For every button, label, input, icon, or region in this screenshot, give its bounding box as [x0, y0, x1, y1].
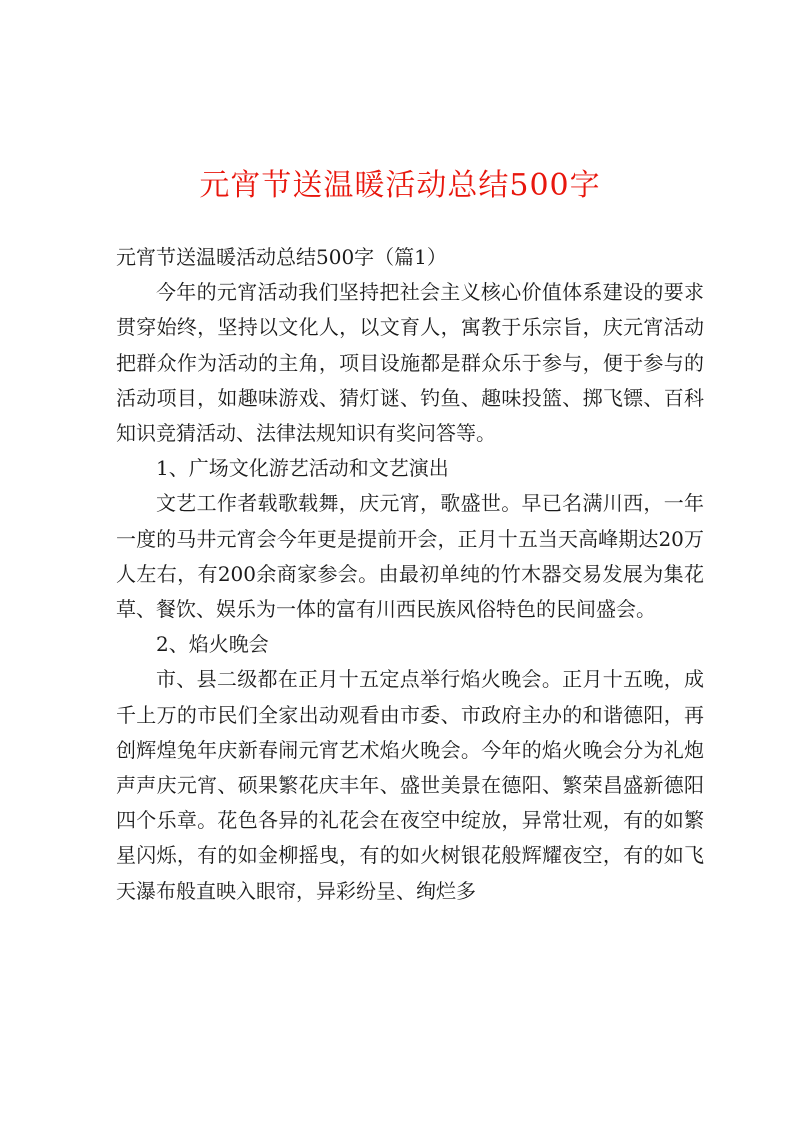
- subsection-heading: 1、广场文化游艺活动和文艺演出: [156, 456, 449, 481]
- section-heading: 元宵节送温暖活动总结500字（篇1）: [116, 245, 447, 269]
- subsection-heading: 2、焰火晚会: [156, 632, 269, 657]
- body-paragraph: 文艺工作者载歌载舞，庆元宵，歌盛世。早已名满川西，一年一度的马井元宵会今年更是提前开会，正月十五当天高峰期达20万人左右，有200余商家参会。由最初单纯的竹木器交易发展为集花草、餐饮、娱乐为一体的富有川西民族风俗特色的民间盛会。: [116, 491, 704, 622]
- body-paragraph: 今年的元宵活动我们坚持把社会主义核心价值体系建设的要求贯穿始终，坚持以文化人，以文育人，寓教于乐宗旨，庆元宵活动把群众作为活动的主角，项目设施都是群众乐于参与，便于参与的活动项目，如趣味游戏、猜灯谜、钓鱼、趣味投篮、掷飞镖、百科知识竞猜活动、法律法规知识有奖问答等。: [116, 280, 704, 446]
- page-title: 元宵节送温暖活动总结500字: [199, 168, 601, 203]
- document-body: [116, 240, 704, 909]
- body-paragraph: 市、县二级都在正月十五定点举行焰火晚会。正月十五晚，成千上万的市民们全家出动观看由市委、市政府主办的和谐德阳，再创辉煌兔年庆新春闹元宵艺术焰火晚会。今年的焰火晚会分为礼炮声声庆元宵、硕果繁花庆丰年、盛世美景在德阳、繁荣昌盛新德阳四个乐章。花色各异的礼花会在夜空中绽放，异常壮观，有的如繁星闪烁，有的如金柳摇曳，有的如火树银花般辉耀夜空，有的如飞天瀑布般直映入眼帘，异彩纷呈、绚烂多: [116, 667, 704, 903]
